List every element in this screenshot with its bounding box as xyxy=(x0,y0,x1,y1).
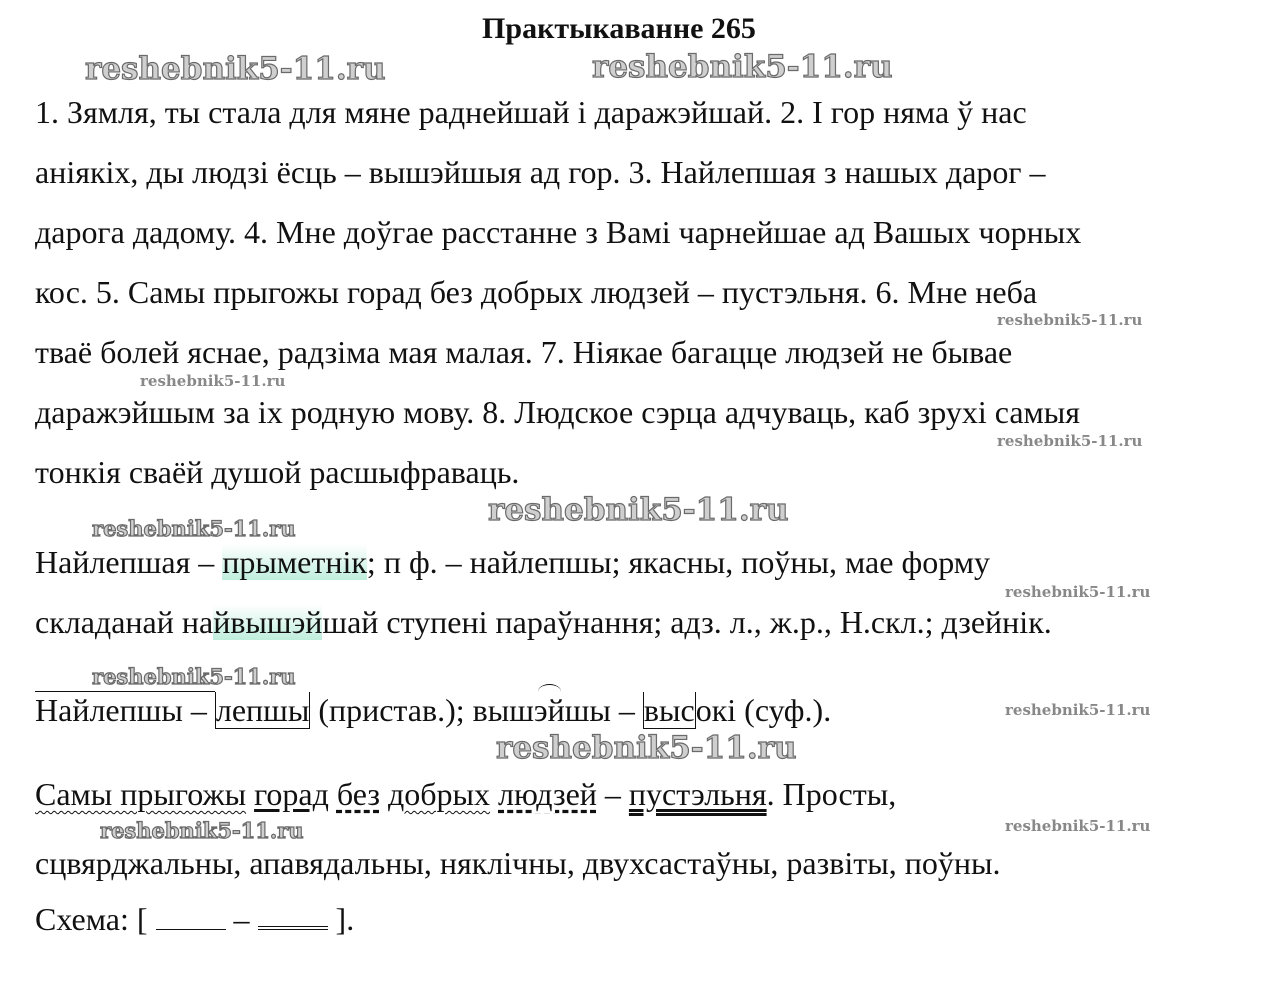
adverbial-word: без xyxy=(336,776,380,812)
text: (пристав.); выш xyxy=(310,692,534,728)
suffix-mark: эй xyxy=(533,692,565,728)
text: . Просты, xyxy=(766,776,897,812)
text: ; п ф. – найлепшы; якасны, поўны, мае форму xyxy=(366,544,990,580)
watermark: reshebnik5-11.ru xyxy=(85,51,386,87)
analysis-line xyxy=(35,545,990,579)
watermark: reshebnik5-11.ru xyxy=(100,818,304,843)
watermark: reshebnik5-11.ru xyxy=(92,516,296,541)
subject-blank xyxy=(156,907,226,930)
text-line: 1. Зямля, ты стала для мяне раднейшай і даражэйшай. 2. І гор няма ў нас xyxy=(35,94,1027,130)
watermark: reshebnik5-11.ru xyxy=(1005,701,1151,719)
root-mark: лепшы xyxy=(215,692,310,728)
watermark: reshebnik5-11.ru xyxy=(997,311,1143,329)
analysis-line xyxy=(35,605,1052,639)
predicate-blank xyxy=(258,904,328,930)
text-line: сцвярджальны, апавядальны, няклічны, двухсастаўны, развіты, поўны. xyxy=(35,845,1001,881)
text: шы – xyxy=(564,692,643,728)
text: ]. xyxy=(327,901,355,937)
watermark: reshebnik5-11.ru xyxy=(496,730,797,766)
text-line: дарога дадому. 4. Мне доўгае расстанне з Вамі чарнейшае ад Вашых чорных xyxy=(35,214,1082,250)
highlight-word: прыметнік xyxy=(222,544,367,580)
watermark: reshebnik5-11.ru xyxy=(92,664,296,689)
text: Найлепшая – xyxy=(35,544,223,580)
attribute-word: добрых xyxy=(387,776,491,812)
watermark: reshebnik5-11.ru xyxy=(140,372,286,390)
highlight-suffix: йвышэй xyxy=(213,604,323,640)
text: Найлепшы – xyxy=(35,692,215,728)
watermark: reshebnik5-11.ru xyxy=(592,49,893,85)
analysis-line xyxy=(35,693,831,727)
sentence-line xyxy=(35,777,896,811)
text-line: тваё болей яснае, радзіма мая малая. 7. Ніякае багацце людзей не бывае xyxy=(35,334,1013,370)
watermark: reshebnik5-11.ru xyxy=(1005,583,1151,601)
watermark: reshebnik5-11.ru xyxy=(997,432,1143,450)
watermark: reshebnik5-11.ru xyxy=(488,492,789,528)
page-title: Практыкаванне 265 xyxy=(482,12,756,45)
adverbial-word: людзей xyxy=(498,776,597,812)
text: складанай на xyxy=(35,604,214,640)
scheme-line xyxy=(35,902,354,936)
watermark: reshebnik5-11.ru xyxy=(1005,817,1151,835)
text: – xyxy=(596,776,629,812)
text: – xyxy=(225,901,258,937)
text: Схема: [ xyxy=(35,901,156,937)
text-line: даражэйшым за іх родную мову. 8. Людское сэрца адчуваць, каб зрухі самыя xyxy=(35,394,1080,430)
text: шай ступені параўнання; адз. л., ж.р., Н.скл.; дзейнік. xyxy=(322,604,1052,640)
text-line: аніякіх, ды людзі ёсць – вышэйшыя ад гор. 3. Найлепшая з нашых дарог – xyxy=(35,154,1046,190)
root-mark: выс xyxy=(643,692,695,728)
predicate-word: пустэльня xyxy=(628,776,767,812)
text-line: кос. 5. Самы прыгожы горад без добрых людзей – пустэльня. 6. Мне неба xyxy=(35,274,1038,310)
attribute-word: Самы прыгожы xyxy=(35,776,247,812)
text-line: тонкія сваёй душой расшыфраваць. xyxy=(35,454,520,490)
subject-word: горад xyxy=(254,776,329,812)
text: окі (суф.). xyxy=(695,692,832,728)
